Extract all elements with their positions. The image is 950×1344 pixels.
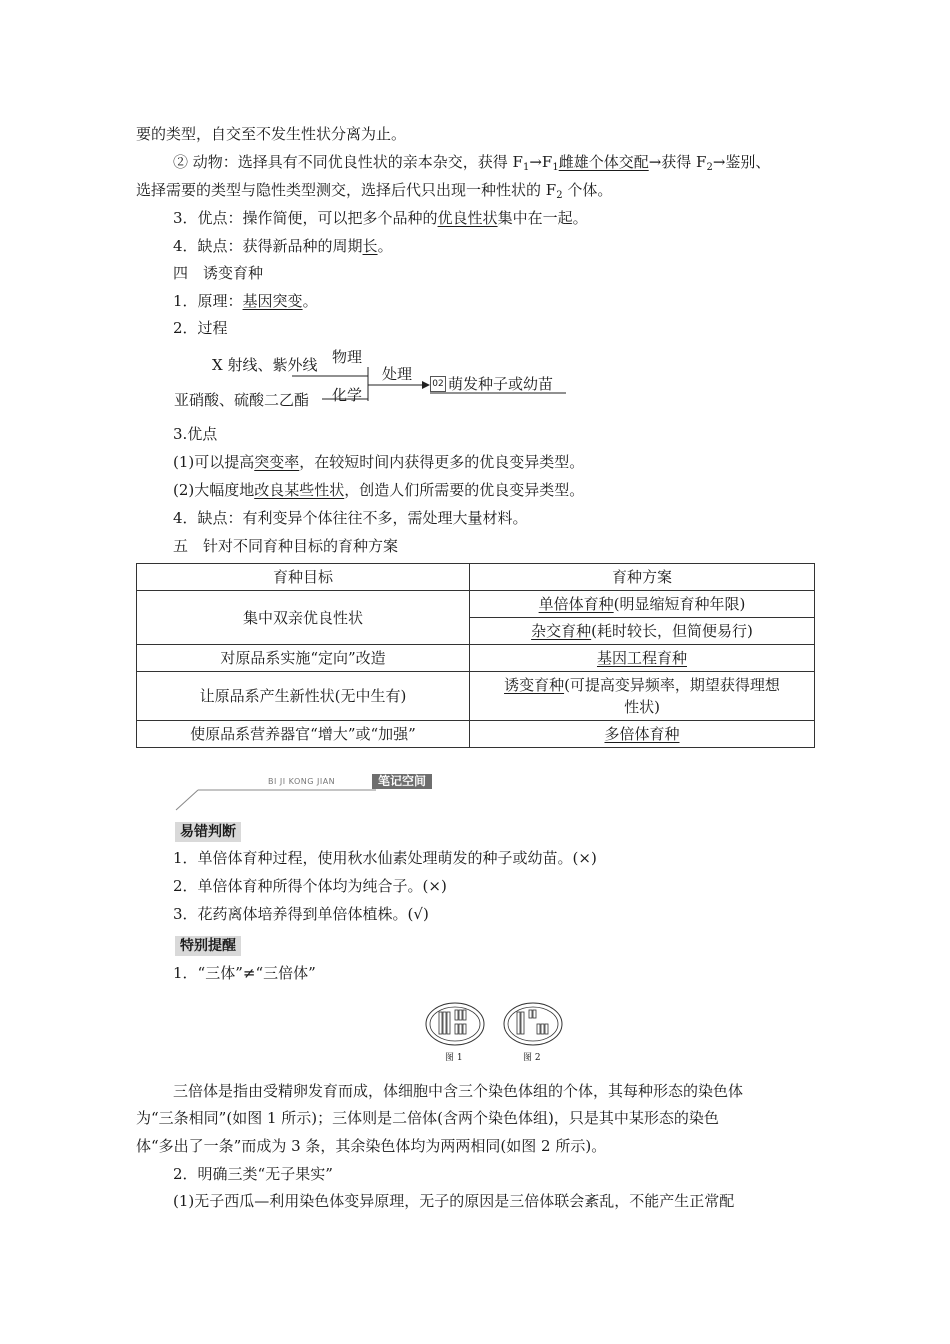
table-cell-plan	[470, 618, 815, 645]
reminder-2-item-1: (1)无子西瓜—利用染色体变异原理，无子的原因是三倍体联会紊乱，不能产生正常配	[173, 1192, 735, 1210]
cell-diagrams	[425, 1000, 565, 1050]
underlined-term: 单倍体育种	[538, 595, 614, 613]
paragraph-line: 三倍体是指由受精卵发育而成，体细胞中含三个染色体组的个体，其每种形态的染色体	[173, 1082, 744, 1100]
figure-caption-2: 图 2	[523, 1053, 541, 1063]
disadvantages-line: 4．缺点：有利变异个体往往不多，需处理大量材料。	[173, 509, 528, 527]
text: (耗时较长，但简便易行)	[591, 622, 753, 640]
section-heading: 五 针对不同育种目标的育种方案	[173, 537, 399, 555]
underlined-term: 改良某些性状	[254, 481, 345, 499]
diagram-target: 萌发种子或幼苗	[448, 375, 554, 393]
table-header: 育种方案	[470, 564, 815, 591]
reminder-2: 2．明确三类“无子果实”	[173, 1165, 333, 1183]
section-heading: 四 诱变育种	[173, 264, 264, 282]
process-diagram	[170, 345, 590, 415]
banner-label: 笔记空间	[372, 774, 432, 789]
section-label-tebie: 特别提醒	[175, 936, 241, 956]
judgement-3: 3．花药离体培养得到单倍体植株。(√)	[173, 905, 429, 923]
judgement-2: 2．单倍体育种所得个体均为纯合子。(×)	[173, 877, 447, 895]
banner-pinyin: BI JI KONG JIAN	[268, 777, 336, 786]
principle-line	[173, 291, 318, 311]
text: 3．优点：操作简便，可以把多个品种的	[173, 209, 438, 227]
table-cell-goal: 对原品系实施“定向”改造	[137, 645, 470, 672]
reminder-1: 1．“三体”≠“三倍体”	[173, 964, 316, 982]
text: ，创造人们所需要的优良变异类型。	[344, 481, 585, 499]
text: ② 动物：选择具有不同优良性状的亲本杂交，获得 F	[173, 153, 523, 171]
text: 。	[377, 237, 393, 255]
marker-badge: 02	[430, 376, 446, 392]
breeding-plan-table	[136, 563, 815, 748]
table-row	[137, 591, 815, 618]
underlined-term: 长	[362, 237, 378, 255]
disadvantages-line	[173, 236, 393, 256]
table-cell-plan	[470, 672, 815, 721]
text: (明显缩短育种年限)	[613, 595, 746, 613]
subscript: 2	[706, 162, 713, 173]
advantage-2	[173, 480, 584, 500]
underlined-term: 优良性状	[437, 209, 498, 227]
subscript: 2	[556, 190, 563, 201]
underlined-term: 雌雄个体交配	[558, 153, 649, 171]
subscript: 1	[522, 162, 530, 173]
table-row	[137, 721, 815, 748]
table-cell-plan	[470, 645, 815, 672]
table-cell-plan	[470, 591, 815, 618]
text: 性状)	[624, 698, 660, 716]
text: 。	[302, 292, 318, 310]
text: 集中在一起。	[497, 209, 588, 227]
text: 个体。	[562, 181, 613, 199]
figure-caption-1: 图 1	[445, 1053, 463, 1063]
notes-banner	[176, 774, 442, 790]
table-header: 育种目标	[137, 564, 470, 591]
text: (可提高变异频率，期望获得理想	[564, 676, 780, 694]
advantages-line	[173, 208, 588, 228]
paragraph-line: 体“多出了一条”而成为 3 条，其余染色体均为两两相同(如图 2 所示)。	[136, 1137, 607, 1155]
table-cell-goal: 集中双亲优良性状	[137, 591, 470, 645]
diagram-source-chemical: 亚硝酸、硫酸二乙酯	[174, 391, 310, 409]
text: 4．缺点：获得新品种的周期	[173, 237, 363, 255]
paragraph-line: 为“三条相同”(如图 1 所示)；三体则是二倍体(含两个染色体组)，只是其中某形态的染色	[136, 1109, 719, 1127]
section-label-yicuo: 易错判断	[175, 822, 241, 842]
advantages-heading: 3.优点	[173, 425, 218, 443]
text-line	[136, 124, 406, 144]
text-line	[173, 152, 770, 178]
underlined-term: 多倍体育种	[604, 725, 680, 743]
text: →获得 F	[648, 153, 707, 171]
diagram-label-treat: 处理	[382, 365, 413, 383]
text: →F	[529, 153, 553, 171]
underlined-term: 杂交育种	[531, 622, 592, 640]
text: 要的类型，自交至不发生性状分离为止。	[136, 125, 407, 143]
advantage-1	[173, 452, 584, 472]
text: 1．原理：	[173, 292, 243, 310]
table-cell-goal: 使原品系营养器官“增大”或“加强”	[137, 721, 470, 748]
table-row	[137, 672, 815, 721]
chromosome-figures	[425, 1000, 565, 1070]
underlined-term: 基因突变	[242, 292, 303, 310]
table-cell-goal: 让原品系产生新性状(无中生有)	[137, 672, 470, 721]
diagram-source-physical: X 射线、紫外线	[212, 356, 318, 374]
text: (2)大幅度地	[173, 481, 255, 499]
text: (1)可以提高	[173, 453, 255, 471]
table-row	[137, 645, 815, 672]
text: 选择需要的类型与隐性类型测交，选择后代只出现一种性状的 F	[136, 181, 557, 199]
judgement-1: 1．单倍体育种过程，使用秋水仙素处理萌发的种子或幼苗。(×)	[173, 849, 597, 867]
text-line	[136, 180, 612, 206]
process-heading: 2．过程	[173, 319, 228, 337]
text: ，在较短时间内获得更多的优良变异类型。	[299, 453, 585, 471]
diagram-label-chemical: 化学	[332, 386, 363, 404]
underlined-term: 突变率	[254, 453, 300, 471]
table-header-row	[137, 564, 815, 591]
underlined-term: 基因工程育种	[596, 649, 687, 667]
text: →鉴别、	[712, 153, 771, 171]
underlined-term: 诱变育种	[504, 676, 565, 694]
table-cell-plan	[470, 721, 815, 748]
diagram-label-physical: 物理	[332, 348, 363, 366]
subscript: 1	[552, 162, 559, 173]
